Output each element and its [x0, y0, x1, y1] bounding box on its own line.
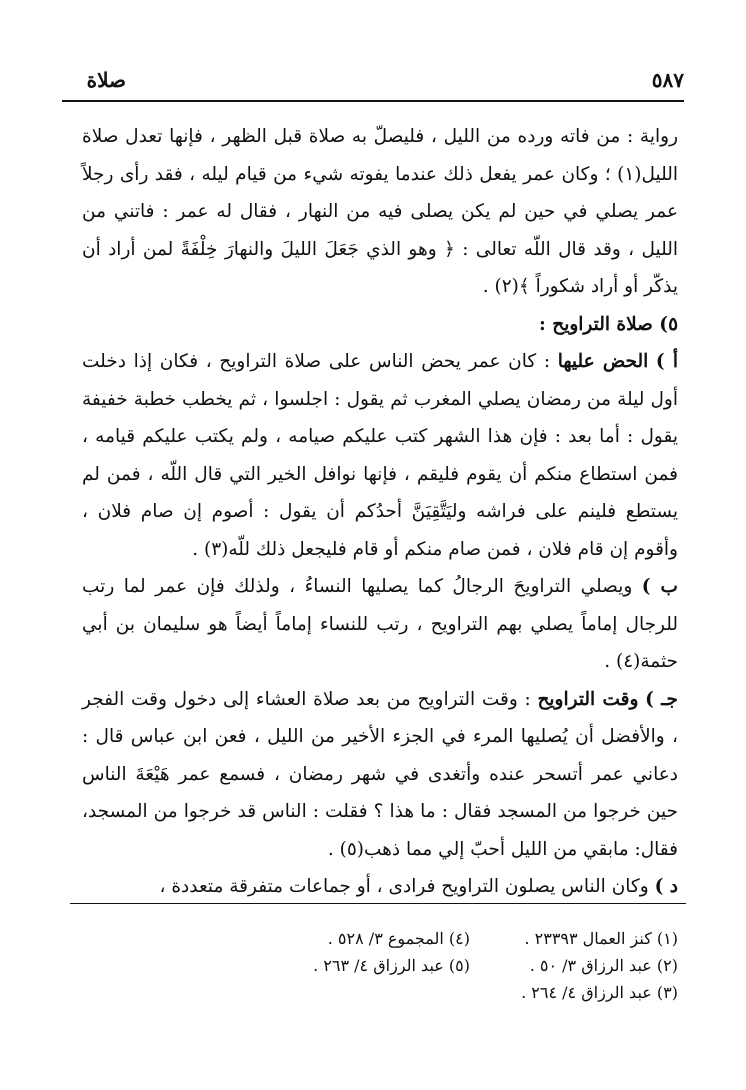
- subsection-text: : كان عمر يحض الناس على صلاة التراويح ، فكان إذا دخلت أول ليلة من رمضان يصلي المغرب ثم يقول : اجلسوا ، ثم يخطب خطبة خفيفة يقول : أما بعد : فإن هذا الشهر كتب عليكم صيامه ، ولم يكتب عليكم قيامه ، فمن استطاع منكم أن يقوم فليقم ، فإنها نوافل الخير التي قال اللّه ، فمن لم يستطع فلينم على فراشه وليَتَّقِيَنَّ أحدُكم أن يقول : أصوم إن صام فلان ، وأقوم إن قام فلان ، فمن صام منكم أو قام فليجعل ذلك للّه(٣) .: [82, 351, 678, 560]
- subsection-lead: الحض عليها: [557, 351, 649, 372]
- subsection-marker: جـ ): [645, 688, 678, 710]
- subsection-text: وكان الناس يصلون التراويح فرادى ، أو جماعات متفرقة متعددة ،: [159, 876, 649, 897]
- subsection-d: [82, 868, 678, 906]
- footnote: (١) كنز العمال ٢٣٣٩٣ .: [524, 929, 678, 948]
- subsection-lead: وقت التراويح: [537, 688, 639, 710]
- page-number: ٥٨٧: [651, 68, 684, 92]
- footnotes-column-left: [170, 925, 470, 979]
- subsection-text: : وقت التراويح من بعد صلاة العشاء إلى دخول وقت الفجر ، والأفضل أن يُصليها المرء في الجزء الأخير من الليل ، فعن ابن عباس قال : دعاني عمر أتسحر عنده وأتغدى في شهر رمضان ، فسمع عمر هَيْعَةَ الناس حين خرجوا من المسجد فقال : ما هذا ؟ فقلت : الناس قد خرجوا من المسجد، فقال: مابقي من الليل أحبّ إلي مما ذهب(٥) .: [82, 688, 678, 860]
- footnote: (٣) عبد الرزاق ٤/ ٢٦٤ .: [521, 983, 678, 1002]
- intro-paragraph: رواية : من فاته ورده من الليل ، فليصلّ به صلاة قبل الظهر ، فإنها تعدل صلاة الليل(١) ؛ وكان عمر يفعل ذلك عندما يفوته شيء من قيام ليله ، فقد رأى رجلاً عمر يصلي في حين لم يكن يصلى فيه من النهار ، فقال له عمر : فاتني من الليل ، وقد قال اللّه تعالى : ﴿ وهو الذي جَعَلَ الليلَ والنهارَ خِلْفَةً لمن أراد أن يذكّر أو أراد شكوراً ﴾(٢) .: [82, 126, 678, 297]
- subsection-marker: أ ): [655, 351, 678, 372]
- header-divider: [62, 100, 684, 102]
- subsection-b: [82, 568, 678, 681]
- subsection-a: [82, 343, 678, 568]
- footnote: (٥) عبد الرزاق ٤/ ٢٦٣ .: [313, 956, 470, 975]
- footnote: (٤) المجموع ٣/ ٥٢٨ .: [327, 929, 470, 948]
- main-text: [82, 118, 678, 906]
- subsection-marker: د ): [654, 876, 678, 897]
- subsection-c: [82, 681, 678, 869]
- section-heading: ٥) صلاة التراويح :: [538, 313, 678, 335]
- page-header-title: صلاة: [86, 68, 126, 92]
- subsection-marker: ب ): [641, 576, 678, 597]
- footnote: (٢) عبد الرزاق ٣/ ٥٠ .: [529, 956, 678, 975]
- subsection-text: ويصلي التراويحَ الرجالُ كما يصليها النساءُ ، ولذلك فإن عمر لما رتب للرجال إماماً يصلي بهم التراويح ، رتب للنساء إماماً أيضاً هو سليمان بن أبي حثمة(٤) .: [82, 576, 678, 672]
- footnote-divider: [70, 903, 686, 904]
